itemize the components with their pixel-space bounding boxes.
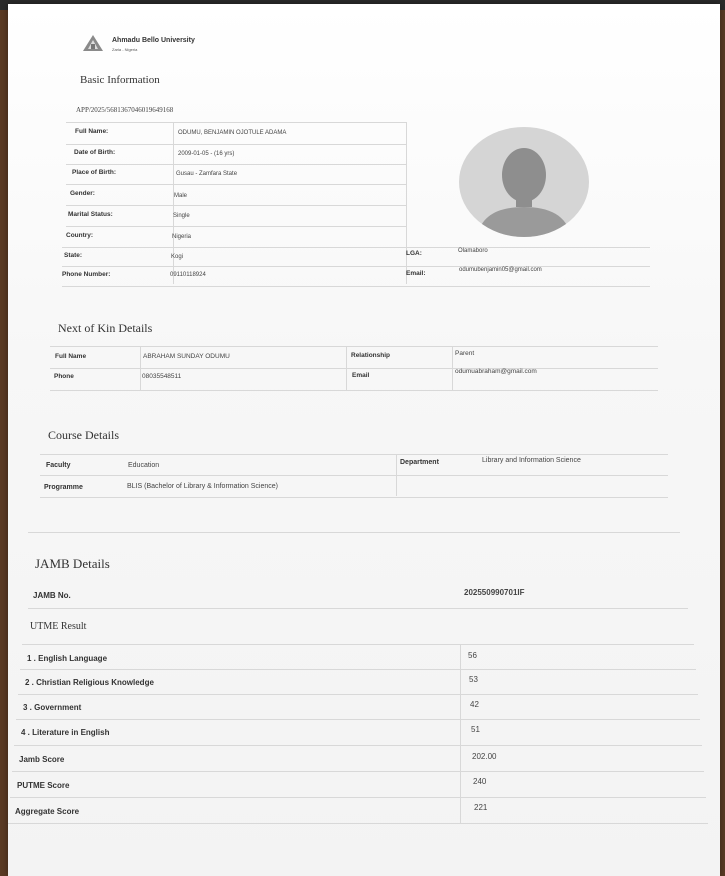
nok-full-name-value: ABRAHAM SUNDAY ODUMU xyxy=(143,353,230,360)
nok-relationship-value: Parent xyxy=(455,350,475,357)
aggregate-score-value: 221 xyxy=(474,803,488,812)
department-label: Department xyxy=(400,459,439,466)
lga-value: Olamaboro xyxy=(458,248,488,254)
dob-value: 2009-01-05 - (16 yrs) xyxy=(178,151,235,157)
application-number: APP/2025/5681367046019649168 xyxy=(76,106,174,114)
applicant-photo xyxy=(459,127,589,237)
country-label: Country: xyxy=(66,232,94,239)
lga-label: LGA: xyxy=(406,250,422,257)
nok-phone-label: Phone xyxy=(54,373,74,380)
university-location: Zaria - Nigeria xyxy=(112,47,138,52)
subject-2-score: 53 xyxy=(469,675,478,684)
nok-email-label: Email xyxy=(352,372,370,379)
place-of-birth-label: Place of Birth: xyxy=(72,169,117,176)
state-value: Kogi xyxy=(171,254,184,260)
subject-1-score: 56 xyxy=(468,651,477,660)
faculty-label: Faculty xyxy=(46,462,71,469)
marital-status-value: Single xyxy=(173,213,190,219)
dob-label: Date of Birth: xyxy=(74,149,116,156)
place-of-birth-value: Gusau - Zamfara State xyxy=(176,171,238,177)
subject-4-score: 51 xyxy=(471,725,480,734)
state-label: State: xyxy=(64,252,83,259)
department-value: Library and Information Science xyxy=(482,457,581,464)
full-name-label: Full Name: xyxy=(75,128,109,135)
subject-3-score: 42 xyxy=(470,700,479,709)
jamb-no-label: JAMB No. xyxy=(33,591,71,600)
full-name-value: ODUMU, BENJAMIN OJOTULE ADAMA xyxy=(178,130,287,136)
jamb-score-value: 202.00 xyxy=(472,752,497,761)
nok-email-value: odumuabraham@gmail.com xyxy=(455,368,537,375)
university-name: Ahmadu Bello University xyxy=(112,37,195,44)
phone-number-label: Phone Number: xyxy=(62,271,111,278)
jamb-details-title: JAMB Details xyxy=(35,556,110,571)
country-value: Nigeria xyxy=(172,234,192,240)
nok-full-name-label: Full Name xyxy=(55,353,87,360)
putme-score-value: 240 xyxy=(473,777,487,786)
subject-2-name: 2 . Christian Religious Knowledge xyxy=(25,678,154,687)
email-value: odumubenjamin05@gmail.com xyxy=(459,267,542,273)
gender-label: Gender: xyxy=(70,190,95,197)
programme-label: Programme xyxy=(44,484,83,491)
jamb-no-value: 202550990701IF xyxy=(464,588,525,597)
basic-info-title: Basic Information xyxy=(80,74,160,86)
marital-status-label: Marital Status: xyxy=(68,211,113,218)
aggregate-score-label: Aggregate Score xyxy=(15,807,80,816)
putme-score-label: PUTME Score xyxy=(17,781,70,790)
nok-phone-value: 08035548511 xyxy=(142,373,182,380)
next-of-kin-title: Next of Kin Details xyxy=(58,321,153,335)
subject-1-name: 1 . English Language xyxy=(27,654,108,663)
university-crest-icon xyxy=(82,34,104,52)
subject-3-name: 3 . Government xyxy=(23,703,82,712)
person-silhouette-icon xyxy=(459,127,589,237)
phone-number-value: 09110118924 xyxy=(170,272,206,278)
faculty-value: Education xyxy=(128,462,160,469)
email-label: Email: xyxy=(406,270,426,277)
programme-value: BLIS (Bachelor of Library & Information Science) xyxy=(127,483,278,490)
admission-form-page xyxy=(8,4,720,876)
course-details-title: Course Details xyxy=(48,428,119,442)
nok-relationship-label: Relationship xyxy=(351,352,391,359)
jamb-score-label: Jamb Score xyxy=(19,755,65,764)
utme-result-title: UTME Result xyxy=(30,621,87,632)
subject-4-name: 4 . Literature in English xyxy=(21,728,110,737)
gender-value: Male xyxy=(174,193,188,199)
